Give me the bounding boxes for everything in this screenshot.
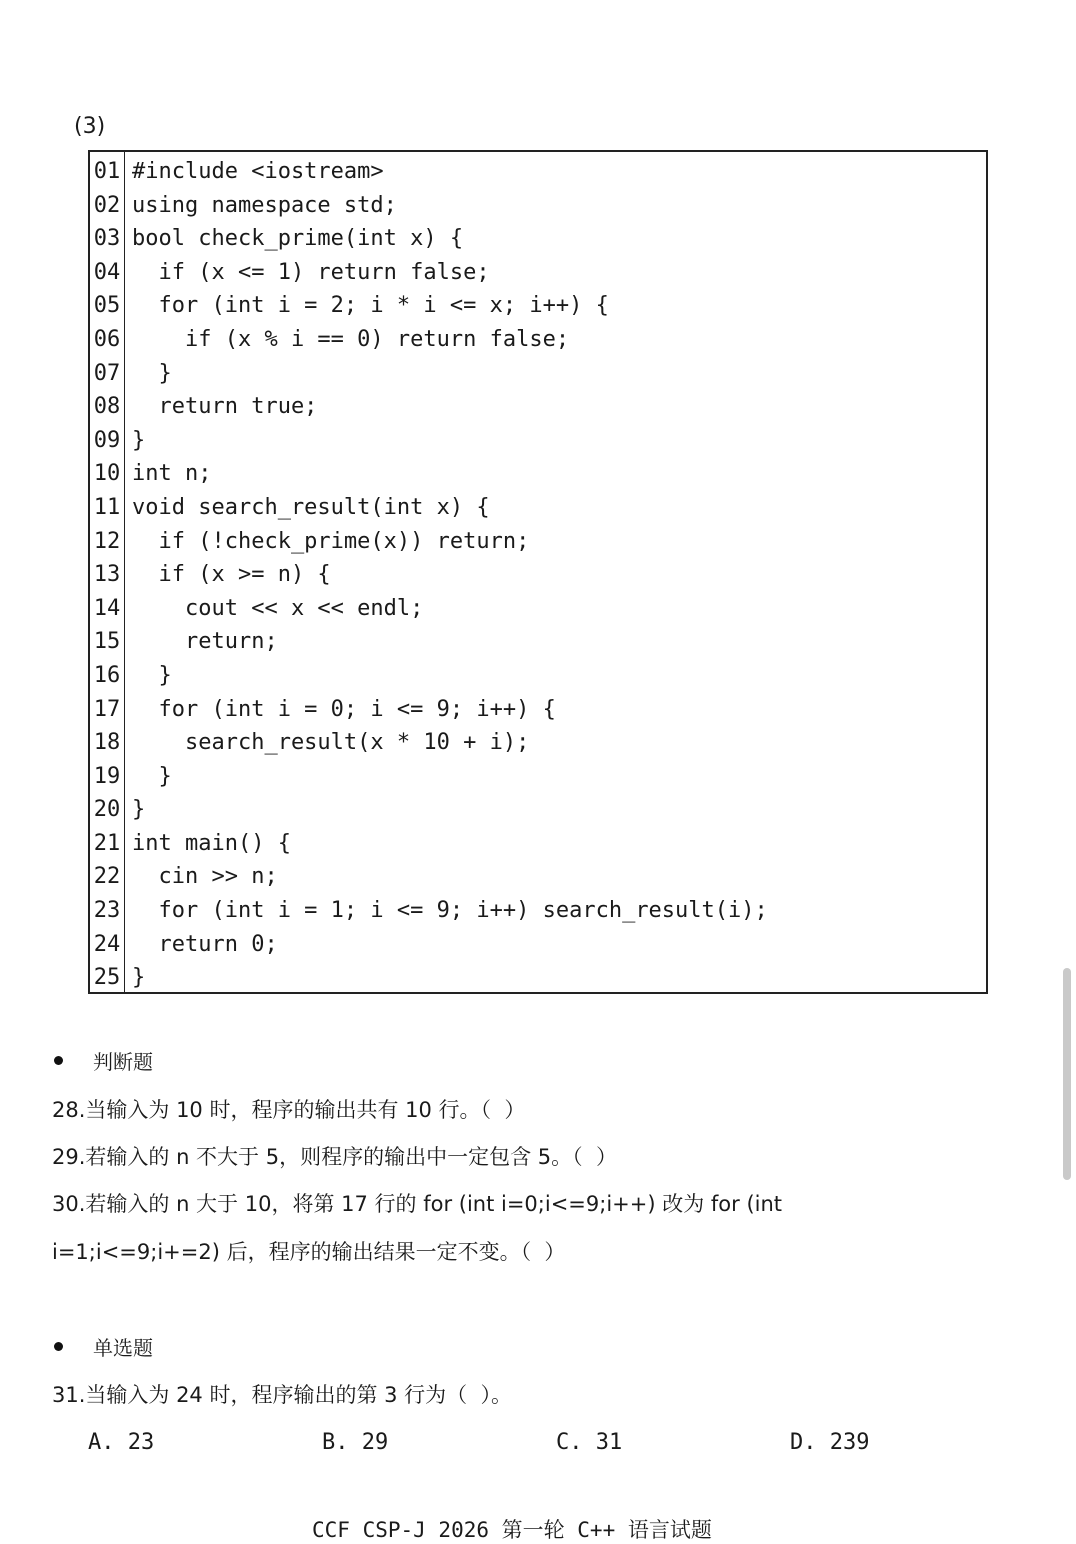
code-text: return true; (132, 394, 318, 420)
code-line (90, 793, 986, 827)
line-number: 15 (93, 629, 121, 655)
code-text: for (int i = 2; i * i <= x; i++) { (132, 293, 609, 319)
line-number: 08 (93, 394, 121, 420)
code-text: for (int i = 1; i <= 9; i++) search_result(i); (132, 898, 768, 924)
judge-heading (54, 1046, 153, 1075)
code-text: } (132, 797, 146, 823)
option-b: B. 29 (322, 1430, 389, 1455)
code-text: cin >> n; (132, 864, 278, 890)
code-text: cout << x << endl; (132, 595, 424, 621)
section-label: (3) (74, 114, 106, 139)
code-line (90, 693, 986, 727)
line-number: 25 (93, 965, 121, 991)
line-number: 18 (93, 730, 121, 756)
code-text: return; (132, 629, 278, 655)
code-line (90, 390, 986, 424)
line-number: 23 (93, 898, 121, 924)
code-text: #include <iostream> (132, 159, 384, 184)
line-number: 13 (93, 562, 121, 588)
code-text: } (132, 360, 172, 386)
code-lines (90, 155, 986, 995)
code-line (90, 357, 986, 391)
code-line (90, 625, 986, 659)
code-line (90, 222, 986, 256)
line-number: 10 (93, 461, 121, 487)
line-number: 07 (93, 360, 121, 386)
code-text: if (x >= n) { (132, 562, 331, 588)
option-c: C. 31 (556, 1430, 623, 1455)
code-text: for (int i = 0; i <= 9; i++) { (132, 696, 556, 722)
code-line (90, 592, 986, 626)
code-line (90, 860, 986, 894)
question-31: 31.当输入为 24 时，程序输出的第 3 行为（ ）。 (52, 1383, 513, 1407)
line-number: 04 (93, 259, 121, 285)
bullet-icon (54, 1342, 63, 1351)
code-line (90, 726, 986, 760)
code-text: using namespace std; (132, 192, 397, 218)
question-30-line-2: i=1;i<=9;i+=2) 后，程序的输出结果一定不变。（ ） (52, 1240, 566, 1264)
code-text: if (x <= 1) return false; (132, 259, 490, 285)
line-number: 06 (93, 326, 121, 352)
line-number: 11 (93, 494, 121, 520)
line-number: 19 (93, 763, 121, 789)
code-text: } (132, 662, 172, 688)
line-number: 01 (93, 159, 121, 184)
line-number: 16 (93, 662, 121, 688)
code-line (90, 894, 986, 928)
code-line (90, 558, 986, 592)
code-listing (88, 150, 988, 994)
code-text: } (132, 965, 146, 991)
code-text: } (132, 763, 172, 789)
code-line (90, 525, 986, 559)
code-text: search_result(x * 10 + i); (132, 730, 530, 756)
single-heading (54, 1332, 153, 1361)
code-text: int n; (132, 461, 212, 487)
line-number: 17 (93, 696, 121, 722)
question-30-line-1: 30.若输入的 n 大于 10，将第 17 行的 for (int i=0;i<=9;i++) 改为 for (int (52, 1192, 783, 1216)
option-d: D. 239 (790, 1430, 870, 1455)
code-line (90, 256, 986, 290)
code-line (90, 491, 986, 525)
line-number: 24 (93, 931, 121, 957)
code-line (90, 457, 986, 491)
line-number: 20 (93, 797, 121, 823)
code-text: bool check_prime(int x) { (132, 226, 464, 252)
code-text: return 0; (132, 931, 278, 957)
line-number: 14 (93, 595, 121, 621)
code-text: if (!check_prime(x)) return; (132, 528, 530, 554)
page-footer: CCF CSP-J 2026 第一轮 C++ 语言试题 (312, 1518, 712, 1542)
line-number: 05 (93, 293, 121, 319)
line-number: 09 (93, 427, 121, 453)
question-29: 29.若输入的 n 不大于 5，则程序的输出中一定包含 5。（ ） (52, 1145, 617, 1169)
code-text: void search_result(int x) { (132, 494, 490, 520)
code-line (90, 760, 986, 794)
code-text: } (132, 427, 146, 453)
option-a: A. 23 (88, 1430, 155, 1455)
code-line (90, 323, 986, 357)
bullet-icon (54, 1056, 63, 1065)
line-number: 03 (93, 226, 121, 252)
line-number: 02 (93, 192, 121, 218)
code-line (90, 961, 986, 995)
code-line (90, 289, 986, 323)
code-line (90, 424, 986, 458)
code-text: if (x % i == 0) return false; (132, 326, 570, 352)
code-line (90, 659, 986, 693)
code-line (90, 155, 986, 189)
code-line (90, 928, 986, 962)
single-heading-text: 单选题 (93, 1336, 153, 1360)
code-line (90, 827, 986, 861)
code-line (90, 189, 986, 223)
line-number: 22 (93, 864, 121, 890)
line-number: 12 (93, 528, 121, 554)
scrollbar-thumb[interactable] (1063, 968, 1071, 1180)
question-28: 28.当输入为 10 时，程序的输出共有 10 行。（ ） (52, 1098, 526, 1122)
judge-heading-text: 判断题 (93, 1050, 153, 1074)
line-number: 21 (93, 830, 121, 856)
code-text: int main() { (132, 830, 291, 856)
